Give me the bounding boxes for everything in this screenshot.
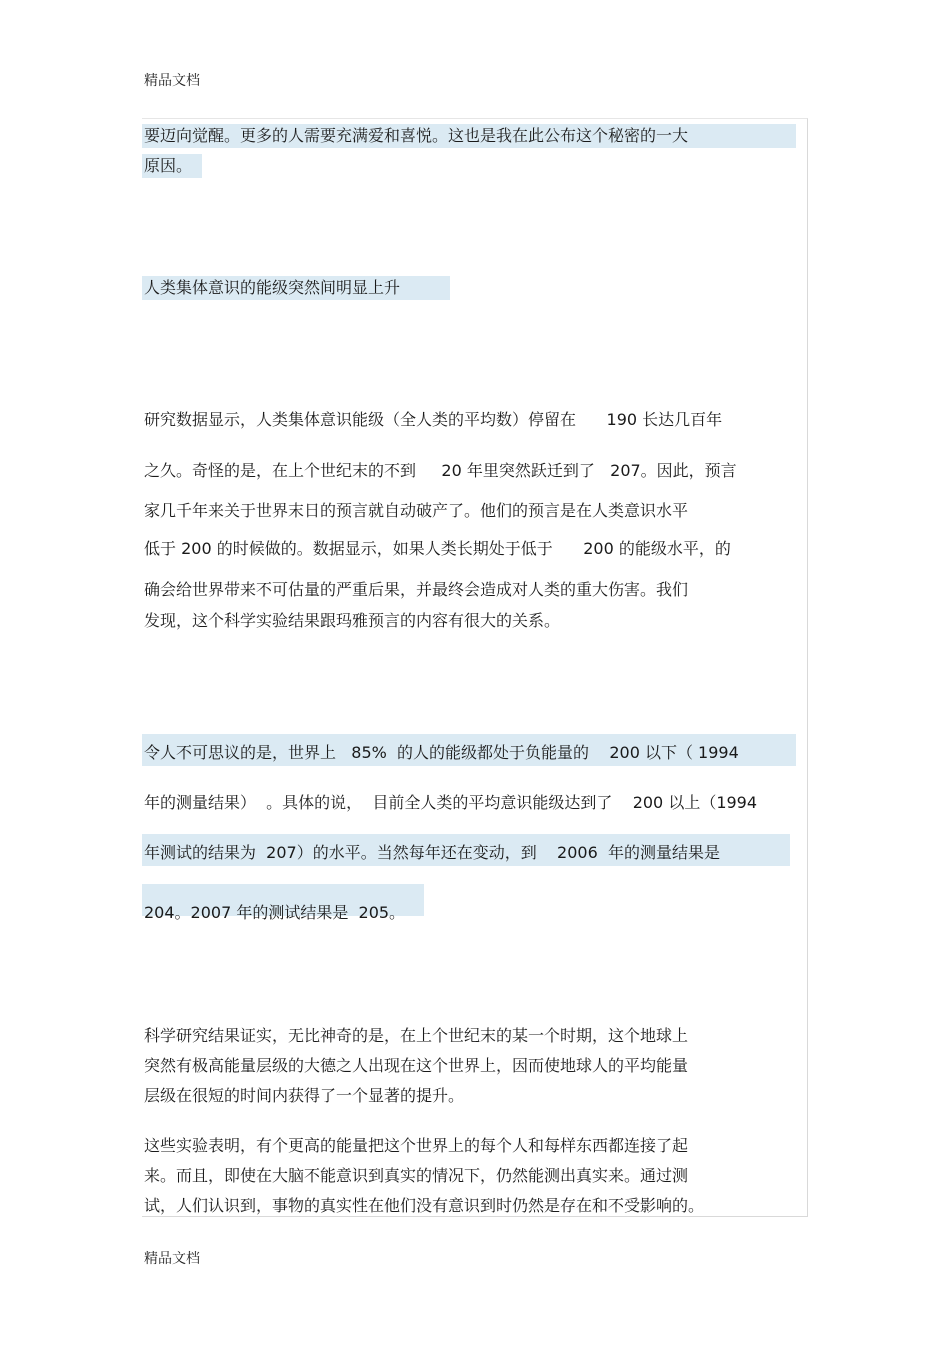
paragraph-line: 试，人们认识到，事物的真实性在他们没有意识到时仍然是存在和不受影响的。 (144, 1196, 705, 1215)
paragraph-line: 确会给世界带来不可估量的严重后果，并最终会造成对人类的重大伤害。我们 (144, 580, 689, 599)
page-header: 精品文档 (144, 73, 200, 89)
paragraph-line: 家几千年来关于世界末日的预言就自动破产了。他们的预言是在人类意识水平 (144, 501, 689, 520)
paragraph-line: 层级在很短的时间内获得了一个显著的提升。 (144, 1086, 465, 1105)
paragraph-line: 原因。 (144, 156, 193, 175)
paragraph-line: 发现，这个科学实验结果跟玛雅预言的内容有很大的关系。 (144, 611, 561, 630)
paragraph-line: 年测试的结果为 207）的水平。当然每年还在变动，到 2006 年的测量结果是 (144, 843, 720, 862)
section-heading: 人类集体意识的能级突然间明显上升 (144, 278, 401, 297)
paragraph-line: 年的测量结果） 。具体的说， 目前全人类的平均意识能级达到了 200 以上（1994 (144, 793, 758, 812)
paragraph-line: 要迈向觉醒。更多的人需要充满爱和喜悦。这也是我在此公布这个秘密的一大 (144, 126, 689, 145)
paragraph-line: 之久。奇怪的是，在上个世纪末的不到 20 年里突然跃迁到了 207。因此，预言 (144, 461, 737, 480)
paragraph-line: 科学研究结果证实，无比神奇的是，在上个世纪末的某一个时期，这个地球上 (144, 1026, 689, 1045)
paragraph-line: 这些实验表明，有个更高的能量把这个世界上的每个人和每样东西都连接了起 (144, 1136, 689, 1155)
paragraph-line: 来。而且，即使在大脑不能意识到真实的情况下，仍然能测出真实来。通过测 (144, 1166, 689, 1185)
paragraph-line: 204。2007 年的测试结果是 205。 (144, 903, 406, 922)
paragraph-line: 突然有极高能量层级的大德之人出现在这个世界上，因而使地球人的平均能量 (144, 1056, 689, 1075)
paragraph-line: 令人不可思议的是，世界上 85% 的人的能级都处于负能量的 200 以下（ 1994 (144, 743, 739, 762)
paragraph-line: 低于 200 的时候做的。数据显示，如果人类长期处于低于 200 的能级水平，的 (144, 539, 731, 558)
page-footer: 精品文档 (144, 1251, 200, 1267)
paragraph-line: 研究数据显示，人类集体意识能级（全人类的平均数）停留在 190 长达几百年 (144, 410, 723, 429)
